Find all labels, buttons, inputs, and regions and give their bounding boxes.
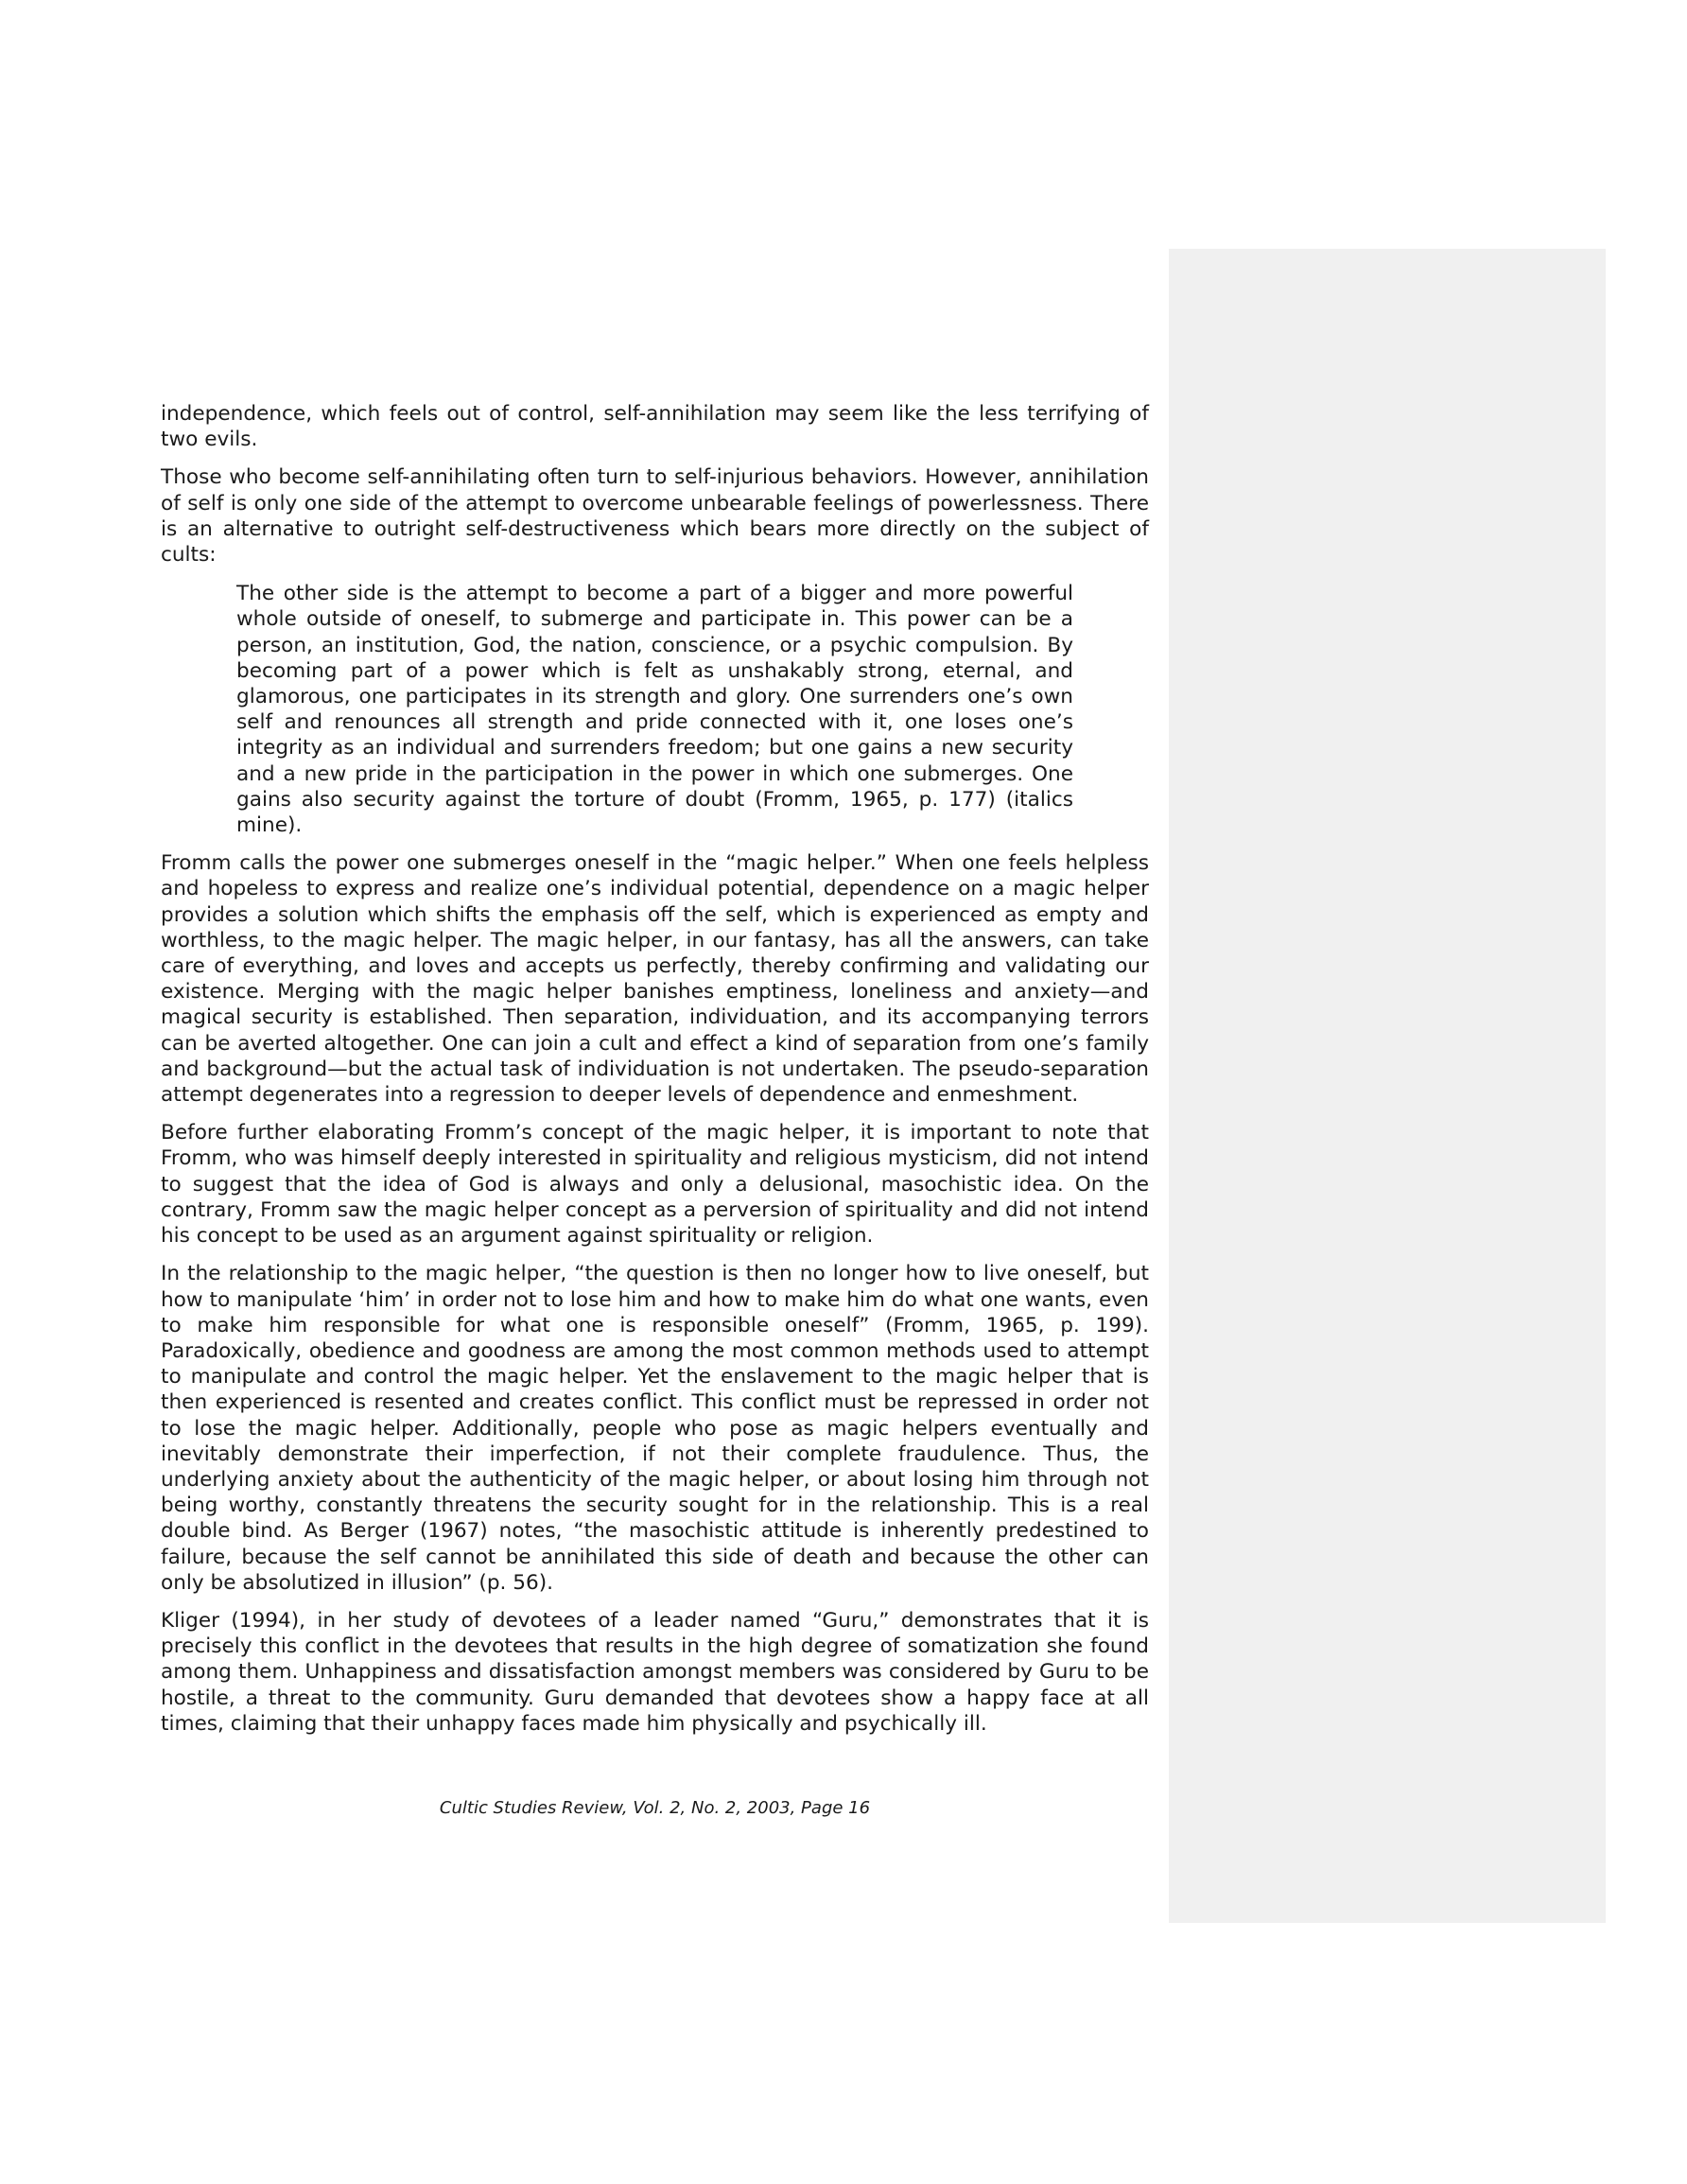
paragraph-4: Before further elaborating Fromm’s concept of the magic helper, it is important to note that Fromm, who was himself deeply interested in spirituality and religious mysticism, did not intend to suggest that the idea of God is always and only a delusional, masochistic idea. On the contrary, Fromm saw the magic helper concept as a perversion of spirituality and did not intend his concept to be used as an argument against spirituality or religion. — [161, 1121, 1149, 1249]
comment-margin-pane — [1169, 249, 1606, 1923]
document-body — [161, 401, 1149, 1749]
block-quote: The other side is the attempt to become a part of a bigger and more powerful whole outside of oneself, to submerge and participate in. This power can be a person, an institution, God, the nation, conscience, or a psychic compulsion. By becoming part of a power which is felt as unshakably strong, eternal, and glamorous, one participates in its strength and glory. One surrenders one’s own self and renounces all strength and pride connected with it, one loses one’s integrity as an individual and surrenders freedom; but one gains a new security and a new pride in the participation in the power in which one submerges. One gains also security against the torture of doubt (Fromm, 1965, p. 177) (italics mine). — [236, 582, 1073, 838]
block-quote-container — [161, 580, 1149, 838]
page-footer: Cultic Studies Review, Vol. 2, No. 2, 2003, Page 16 — [439, 1798, 871, 1818]
paragraph-3: Fromm calls the power one submerges oneself in the “magic helper.” When one feels helpless and hopeless to express and realize one’s individual potential, dependence on a magic helper provides a solution which shifts the emphasis off the self, which is experienced as empty and worthless, to the magic helper. The magic helper, in our fantasy, has all the answers, can take care of everything, and loves and accepts us perfectly, thereby confirming and validating our existence. Merging with the magic helper banishes emptiness, loneliness and anxiety—and magical security is established. Then separation, individuation, and its accompanying terrors can be averted altogether. One can join a cult and effect a kind of separation from one’s family and background—but the actual task of individuation is not undertaken. The pseudo-separation attempt degenerates into a regression to deeper levels of dependence and enmeshment. — [161, 851, 1149, 1108]
paragraph-5: In the relationship to the magic helper, “the question is then no longer how to live oneself, but how to manipulate ‘him’ in order not to lose him and how to make him do what one wants, even to make him responsible for what one is responsible oneself” (Fromm, 1965, p. 199). Paradoxically, obedience and goodness are among the most common methods used to attempt to manipulate and control the magic helper. Yet the enslavement to the magic helper that is then experienced is resented and creates conflict. This conflict must be repressed in order not to lose the magic helper. Additionally, people who pose as magic helpers eventually and inevitably demonstrate their imperfection, if not their complete fraudulence. Thus, the underlying anxiety about the authenticity of the magic helper, or about losing him through not being worthy, constantly threatens the security sought for in the relationship. This is a real double bind. As Berger (1967) notes, “the masochistic attitude is inherently predestined to failure, because the self cannot be annihilated this side of death and because the other can only be absolutized in illusion” (p. 56). — [161, 1262, 1149, 1595]
paragraph-6: Kliger (1994), in her study of devotees of a leader named “Guru,” demonstrates that it is precisely this conflict in the devotees that results in the high degree of somatization she found among them. Unhappiness and dissatisfaction amongst members was considered by Guru to be hostile, a threat to the community. Guru demanded that devotees show a happy face at all times, claiming that their unhappy faces made him physically and psychically ill. — [161, 1608, 1149, 1736]
paragraph-2: Those who become self-annihilating often turn to self-injurious behaviors. However, annihilation of self is only one side of the attempt to overcome unbearable feelings of powerlessness. There is an alternative to outright self-destructiveness which bears more directly on the subject of cults: — [161, 465, 1149, 568]
paragraph-1: independence, which feels out of control, self-annihilation may seem like the less terrifying of two evils. — [161, 402, 1149, 452]
